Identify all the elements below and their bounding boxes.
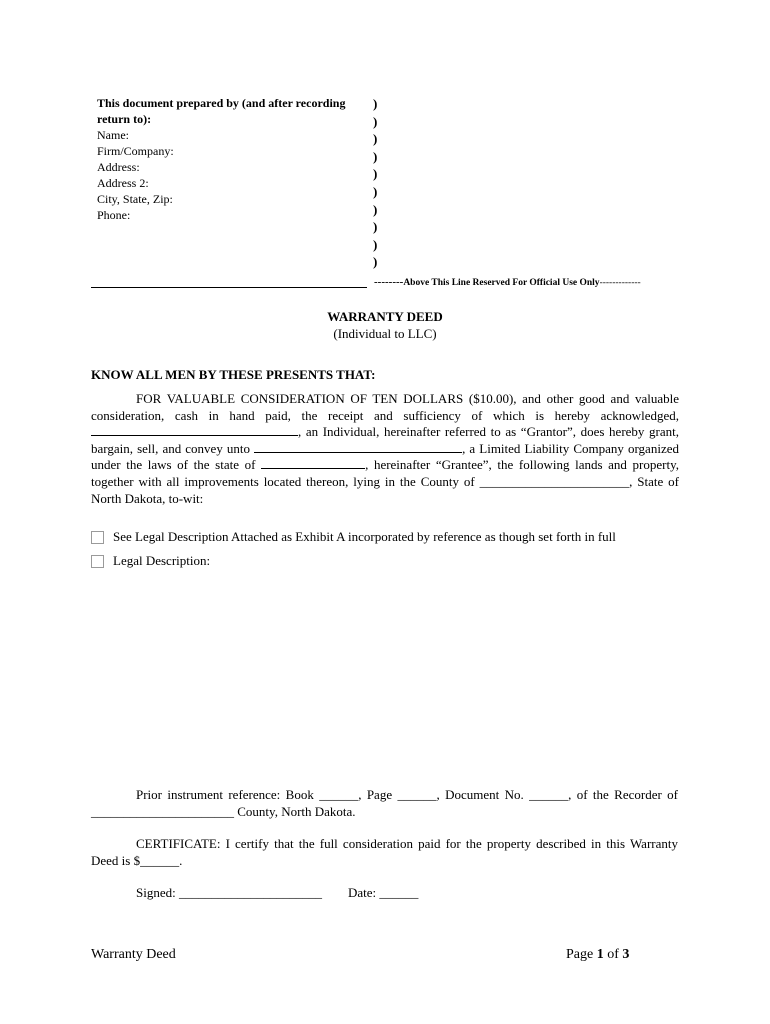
divider-line bbox=[91, 287, 367, 288]
prior-instrument-paragraph bbox=[91, 787, 678, 820]
signature-row bbox=[136, 885, 418, 901]
body-sentence-5: _______________________, State of North Dakota, to-wit: bbox=[91, 473, 680, 506]
field-address2-label: Address 2: bbox=[97, 176, 149, 190]
grantor-name-blank[interactable] bbox=[91, 424, 298, 436]
current-page-number: 1 bbox=[596, 947, 604, 962]
state-blank[interactable] bbox=[261, 457, 365, 469]
certificate-text: CERTIFICATE: I certify that the full consideration paid for the property described in this Warranty Deed is $______. bbox=[91, 836, 678, 868]
bracket-mark: ) bbox=[373, 166, 378, 182]
bracket-mark: ) bbox=[373, 113, 378, 129]
field-phone-label: Phone: bbox=[97, 208, 131, 222]
official-use-note bbox=[374, 276, 641, 288]
body-sentence-4: , hereinafter “Grantee”, the following lands and property, together with all improvements located thereon, lying in the County of bbox=[91, 457, 679, 489]
field-firm-label: Firm/Company: bbox=[97, 144, 174, 158]
grantee-name-blank[interactable] bbox=[254, 441, 462, 453]
of-word: of bbox=[607, 947, 619, 962]
body-sentence-2: , an Individual, hereinafter referred to as “Grantor”, does hereby grant, bargain, sell, and convey unto bbox=[91, 424, 679, 456]
deed-subtitle: (Individual to LLC) bbox=[333, 326, 437, 341]
prior-instrument-text: Prior instrument reference: Book ______, Page ______, Document No. ______, of the Recorder of ______________________ County, North Dakota. bbox=[91, 787, 678, 819]
page-word: Page bbox=[566, 947, 594, 962]
bracket-mark: ) bbox=[373, 254, 378, 270]
exhibit-option-label: See Legal Description Attached as Exhibit A incorporated by reference as though set forth in full bbox=[113, 529, 616, 544]
legal-description-label: Legal Description: bbox=[113, 553, 211, 568]
exhibit-checkbox[interactable] bbox=[91, 531, 104, 544]
prepared-by-title: This document prepared by (and after recording return to): bbox=[97, 96, 346, 126]
total-pages-number: 3 bbox=[622, 947, 630, 962]
know-all-men-heading: KNOW ALL MEN BY THESE PRESENTS THAT: bbox=[91, 367, 376, 382]
prepared-by-block bbox=[97, 95, 369, 223]
legal-description-checkbox[interactable] bbox=[91, 555, 104, 568]
field-address-label: Address: bbox=[97, 160, 140, 174]
page-indicator bbox=[566, 947, 629, 963]
bracket-mark: ) bbox=[373, 148, 378, 164]
certificate-paragraph bbox=[91, 836, 678, 869]
bracket-mark: ) bbox=[373, 201, 378, 217]
footer-title: Warranty Deed bbox=[91, 947, 176, 962]
field-name-label: Name: bbox=[97, 128, 129, 142]
bracket-mark: ) bbox=[373, 219, 378, 235]
date-field: Date: ______ bbox=[347, 885, 419, 900]
official-use-text: Above This Line Reserved For Official Use Only bbox=[403, 278, 600, 288]
field-city-state-zip-label: City, State, Zip: bbox=[97, 192, 173, 206]
bracket-mark: ) bbox=[373, 183, 378, 199]
official-use-trail-dashes: ------------- bbox=[599, 278, 641, 288]
bracket-column bbox=[373, 95, 377, 271]
legal-description-option bbox=[91, 553, 210, 569]
exhibit-option bbox=[91, 529, 616, 545]
deed-title: WARRANTY DEED bbox=[327, 309, 443, 324]
consideration-paragraph bbox=[91, 391, 679, 507]
official-use-lead-dashes: -------- bbox=[374, 276, 404, 288]
body-sentence-1: FOR VALUABLE CONSIDERATION OF TEN DOLLARS ($10.00), and other good and valuable consideration, cash in hand paid, the receipt and sufficiency of which is hereby acknowledged, bbox=[91, 391, 679, 423]
signed-field: Signed: ______________________ bbox=[136, 885, 322, 900]
bracket-mark: ) bbox=[373, 96, 378, 111]
bracket-mark: ) bbox=[373, 236, 378, 252]
body-sentence-3: , a Limited Liability Company organized under the laws of the state of bbox=[91, 440, 679, 473]
bracket-mark: ) bbox=[373, 131, 378, 147]
